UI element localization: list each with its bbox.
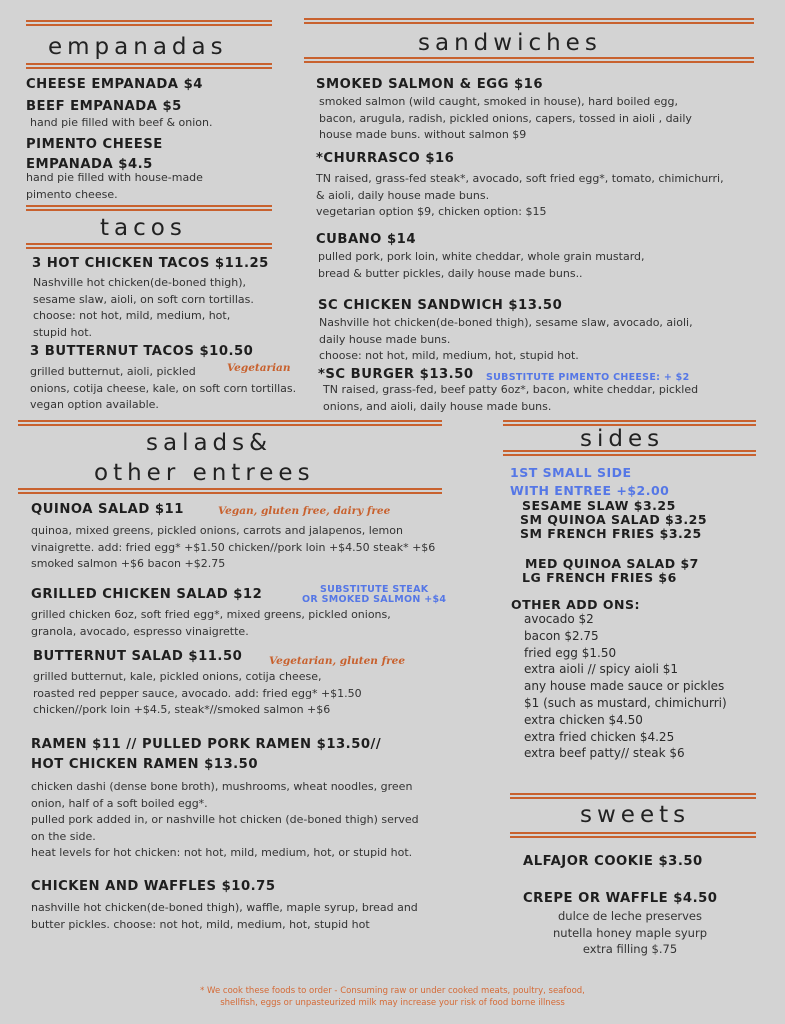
menu-item-desc: chicken dashi (dense bone broth), mushrooms, wheat noodles, green onion, half of a soft boiled egg*. pulled pork added in, or nashville hot chicken (de-boned thigh) served on the side. heat levels for hot chicken: not hot, mild, medium, hot, or stupid hot. (31, 780, 419, 859)
menu-item-desc: grilled butternut, aioli, pickled onions, cotija cheese, kale, on soft corn tortillas. vegan option available. (30, 365, 297, 411)
menu-item-desc: hand pie filled with beef & onion. (30, 116, 213, 129)
menu-item-desc: TN raised, grass-fed steak*, avocado, soft fried egg*, tomato, chimichurri, & aioli, daily house made buns. vegetarian option $9, chicken option: $15 (316, 172, 724, 218)
menu-item-title: CHICKEN AND WAFFLES $10.75 (31, 879, 276, 894)
salads-rule-top (18, 420, 442, 426)
menu-item-desc: Nashville hot chicken(de-boned thigh), sesame slaw, avocado, aioli, daily house made buns. choose: not hot, mild, medium, hot, stupid hot. (319, 316, 693, 362)
sweets-rule-bottom (510, 832, 756, 838)
menu-item-title: SC CHICKEN SANDWICH $13.50 (318, 298, 563, 313)
dietary-note: Vegetarian (227, 362, 291, 374)
sides-medium-list: MED QUINOA SALAD $7 LG FRENCH FRIES $6 (522, 556, 699, 585)
menu-item-desc: dulce de leche preserves nutella honey maple syurp extra filling $.75 (553, 909, 707, 956)
dietary-note: Vegetarian, gluten free (269, 655, 406, 667)
substitute-note: SUBSTITUTE PIMENTO CHEESE: + $2 (486, 372, 690, 383)
empanadas-title: empanadas (48, 34, 228, 60)
salads-title: salads& other entrees (94, 430, 315, 486)
menu-item-desc: TN raised, grass-fed, beef patty 6oz*, bacon, white cheddar, pickled onions, and aioli, daily house made buns. (323, 383, 699, 413)
food-safety-disclaimer: * We cook these foods to order - Consuming raw or under cooked meats, poultry, seafood, shellfish, eggs or unpasteurized milk may increase your risk of food borne illness (200, 986, 585, 1008)
menu-item-title: ALFAJOR COOKIE $3.50 (523, 854, 703, 869)
menu-item-title: *SC BURGER $13.50 (318, 367, 474, 382)
menu-item-title: PIMENTO CHEESE EMPANADA $4.5 (26, 137, 163, 172)
sandwiches-rule-top (304, 18, 754, 24)
salads-rule-bottom (18, 488, 442, 494)
addons-title: OTHER ADD ONS: (511, 597, 640, 612)
sides-rule-bottom (503, 450, 756, 456)
menu-item-title: BEEF EMPANADA $5 (26, 99, 182, 114)
addons-list: avocado $2 bacon $2.75 fried egg $1.50 extra aioli // spicy aioli $1 any house made sauce or pickles $1 (such as mustard, chimichurri) extra chicken $4.50 extra fried chicken $4.25 extra beef patty// steak $6 (524, 612, 727, 761)
menu-item-title: *CHURRASCO $16 (316, 151, 455, 166)
menu-item-title: GRILLED CHICKEN SALAD $12 (31, 587, 263, 602)
menu-item-title: QUINOA SALAD $11 (31, 502, 184, 517)
tacos-rule-bottom (26, 243, 272, 249)
tacos-rule-top (26, 205, 272, 211)
sweets-rule-top (510, 793, 756, 799)
first-side-offer: 1ST SMALL SIDE WITH ENTREE +$2.00 (510, 465, 670, 498)
substitute-note: SUBSTITUTE STEAK OR SMOKED SALMON +$4 (302, 584, 447, 605)
menu-item-desc: hand pie filled with house-made pimento cheese. (26, 171, 203, 201)
menu-item-title: BUTTERNUT SALAD $11.50 (33, 649, 243, 664)
menu-item-desc: grilled butternut, kale, pickled onions, cotija cheese, roasted red pepper sauce, avocado. add: fried egg* +$1.50 chicken//pork loin +$4.5, steak*//smoked salmon +$6 (33, 670, 362, 716)
menu-item-desc: quinoa, mixed greens, pickled onions, carrots and jalapenos, lemon vinaigrette. add: fried egg* +$1.50 chicken//pork loin +$4.50 steak* +$6 smoked salmon +$6 bacon +$2.75 (31, 524, 436, 570)
empanadas-rule-top (26, 20, 272, 26)
menu-item-title: CUBANO $14 (316, 232, 417, 247)
sweets-title: sweets (580, 802, 691, 828)
dietary-note: Vegan, gluten free, dairy free (218, 505, 391, 517)
menu-item-title: SMOKED SALMON & EGG $16 (316, 77, 544, 92)
menu-item-desc: grilled chicken 6oz, soft fried egg*, mixed greens, pickled onions, granola, avocado, espresso vinaigrette. (31, 608, 391, 638)
sandwiches-rule-bottom (304, 57, 754, 63)
sides-title: sides (580, 426, 665, 452)
menu-item-title: RAMEN $11 // PULLED PORK RAMEN $13.50// HOT CHICKEN RAMEN $13.50 (31, 737, 382, 772)
sandwiches-title: sandwiches (418, 30, 602, 56)
empanadas-rule-bottom (26, 63, 272, 69)
menu-item-title: CHEESE EMPANADA $4 (26, 77, 203, 92)
sides-small-list: SESAME SLAW $3.25 SM QUINOA SALAD $3.25 SM FRENCH FRIES $3.25 (520, 498, 708, 541)
menu-item-title: CREPE OR WAFFLE $4.50 (523, 891, 718, 906)
menu-item-desc: pulled pork, pork loin, white cheddar, whole grain mustard, bread & butter pickles, daily house made buns.. (318, 250, 645, 280)
menu-item-title: 3 HOT CHICKEN TACOS $11.25 (32, 256, 269, 271)
tacos-title: tacos (100, 215, 187, 241)
menu-item-title: 3 BUTTERNUT TACOS $10.50 (30, 344, 254, 359)
menu-item-desc: Nashville hot chicken(de-boned thigh), sesame slaw, aioli, on soft corn tortillas. choose: not hot, mild, medium, hot, stupid hot. (33, 276, 254, 339)
menu-item-desc: smoked salmon (wild caught, smoked in house), hard boiled egg, bacon, arugula, radish, pickled onions, capers, tossed in aioli , daily house made buns. without salmon $9 (319, 95, 692, 141)
menu-item-desc: nashville hot chicken(de-boned thigh), waffle, maple syrup, bread and butter pickles. choose: not hot, mild, medium, hot, stupid hot (31, 901, 418, 931)
